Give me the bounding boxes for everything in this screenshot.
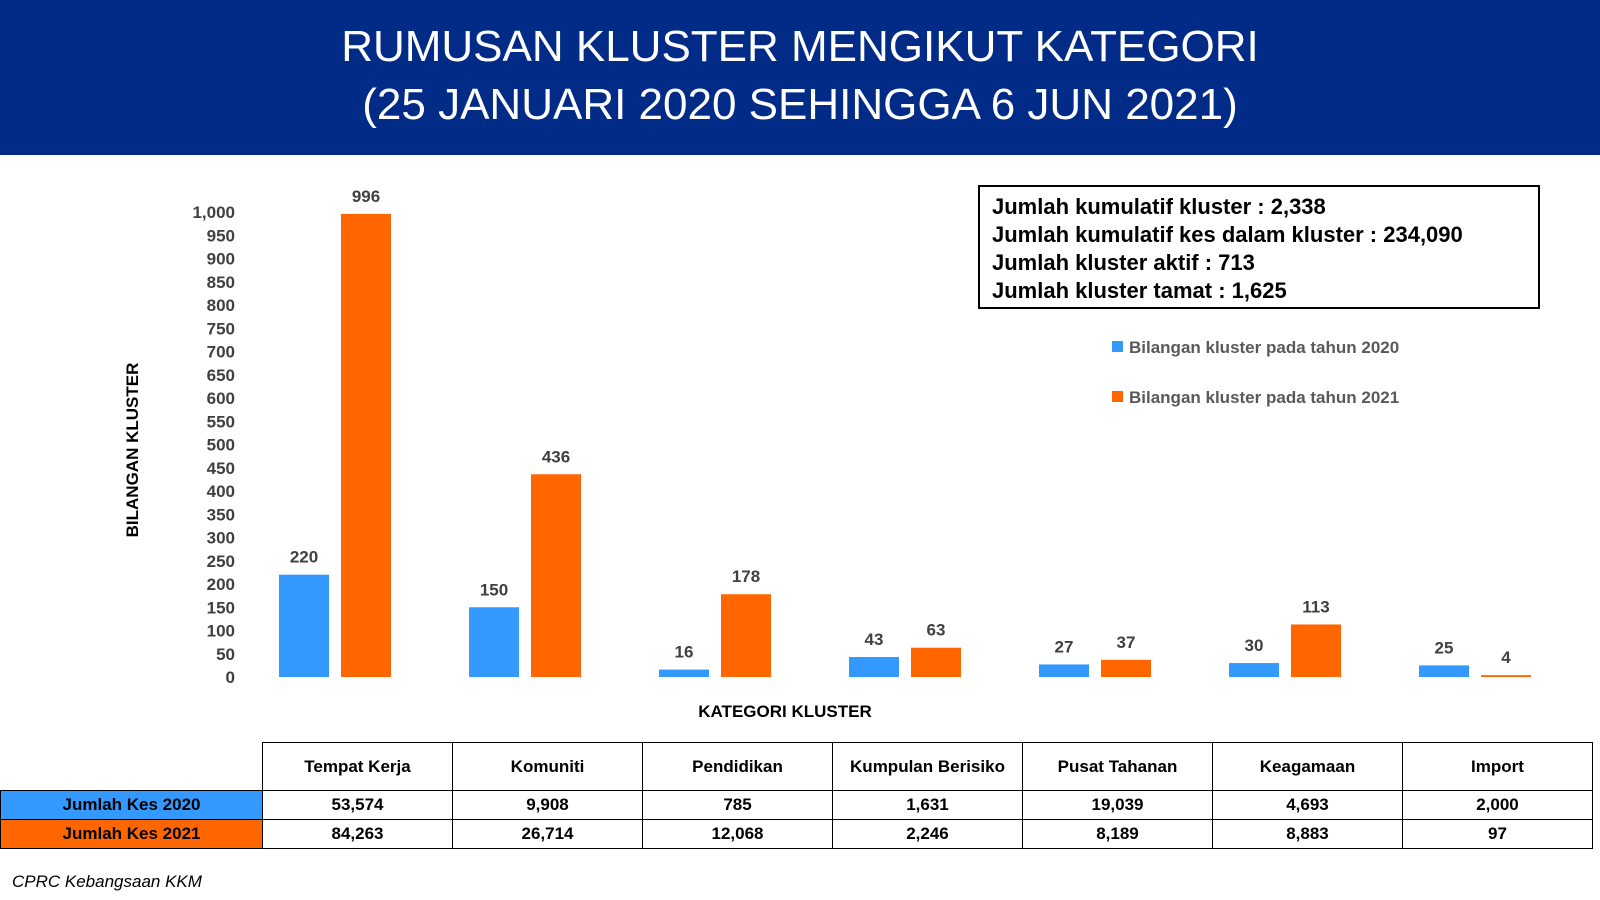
table-cell: 2,000: [1403, 791, 1593, 820]
table-cell: 53,574: [263, 791, 453, 820]
table-header-cell: Pendidikan: [643, 743, 833, 791]
data-label: 178: [731, 567, 761, 587]
table-cell: 4,693: [1213, 791, 1403, 820]
table-cell: 785: [643, 791, 833, 820]
data-label: 30: [1244, 636, 1264, 656]
y-tick-label: 400: [206, 482, 235, 501]
data-label: 43: [864, 630, 884, 650]
bar-2021: [1481, 675, 1531, 677]
table-header-cell: Keagamaan: [1213, 743, 1403, 791]
table-cell: 26,714: [453, 820, 643, 849]
table-row-2020: [1, 791, 1593, 820]
legend-item-2020: [1112, 338, 1399, 358]
table-header-cell: Tempat Kerja: [263, 743, 453, 791]
source-credit: CPRC Kebangsaan KKM: [12, 872, 202, 891]
y-tick-label: 250: [206, 551, 235, 571]
summary-active-clusters: Jumlah kluster aktif : 713: [992, 250, 1255, 275]
table-cell: 12,068: [643, 820, 833, 849]
data-label: 25: [1434, 638, 1454, 658]
y-tick-label: 600: [206, 389, 235, 408]
bar-2020: [659, 670, 709, 677]
y-tick-label: 100: [206, 621, 235, 641]
summary-ended-clusters: Jumlah kluster tamat : 1,625: [992, 278, 1287, 303]
data-label: 436: [541, 447, 571, 467]
table-cell: 8,189: [1023, 820, 1213, 849]
table-cell: 97: [1403, 820, 1593, 849]
y-tick-label: 750: [206, 319, 235, 339]
bar-2020: [1039, 664, 1089, 677]
legend-label-2021: Bilangan kluster pada tahun 2021: [1129, 388, 1400, 407]
data-label: 220: [289, 547, 319, 567]
data-label: 150: [479, 580, 509, 600]
legend-swatch-2020: [1112, 341, 1123, 352]
data-label: 16: [674, 642, 694, 662]
data-label: 63: [926, 620, 946, 640]
table-header-cell: Komuniti: [453, 743, 643, 791]
row-label-2020: Jumlah Kes 2020: [1, 791, 263, 820]
bar-2020: [849, 657, 899, 677]
y-tick-label: 200: [206, 575, 235, 594]
legend-swatch-2021: [1112, 391, 1123, 402]
table-cell: 19,039: [1023, 791, 1213, 820]
bar-2021: [1101, 660, 1151, 677]
title-banner: [0, 0, 1600, 155]
y-tick-label: 800: [206, 296, 235, 315]
table-cell: 8,883: [1213, 820, 1403, 849]
bar-2021: [1291, 624, 1341, 677]
cases-table: [0, 742, 1593, 849]
data-label: 37: [1116, 632, 1136, 652]
table-header-cell: Kumpulan Berisiko: [833, 743, 1023, 791]
summary-box: [978, 185, 1540, 309]
y-tick-label: 550: [206, 412, 235, 432]
row-label-2021: Jumlah Kes 2021: [1, 820, 263, 849]
bar-2021: [911, 648, 961, 677]
x-axis-title: KATEGORI KLUSTER: [698, 702, 872, 721]
page-title: RUMUSAN KLUSTER MENGIKUT KATEGORI: [341, 22, 1259, 71]
data-label: 113: [1302, 597, 1330, 617]
summary-total-cases: Jumlah kumulatif kes dalam kluster : 234,090: [992, 222, 1463, 247]
bar-2021: [341, 214, 391, 677]
legend-label-2020: Bilangan kluster pada tahun 2020: [1129, 338, 1400, 357]
table-cell: 1,631: [833, 791, 1023, 820]
table-cell: 2,246: [833, 820, 1023, 849]
y-tick-label: 0: [225, 668, 235, 687]
table-corner: [1, 743, 263, 791]
y-tick-label: 700: [206, 342, 235, 362]
y-tick-label: 350: [206, 505, 235, 525]
page-subtitle: (25 JANUARI 2020 SEHINGGA 6 JUN 2021): [362, 80, 1238, 129]
table-cell: 9,908: [453, 791, 643, 820]
table-header-cell: Import: [1403, 743, 1593, 791]
y-tick-label: 650: [206, 365, 235, 385]
bar-2020: [469, 607, 519, 677]
y-tick-label: 850: [206, 272, 235, 292]
y-tick-label: 50: [216, 644, 235, 664]
table-header-cell: Pusat Tahanan: [1023, 743, 1213, 791]
y-tick-label: 1,000: [192, 203, 235, 222]
y-tick-label: 900: [206, 249, 235, 269]
bar-2021: [531, 474, 581, 677]
y-tick-label: 500: [206, 435, 235, 455]
table-cell: 84,263: [263, 820, 453, 849]
table-row-2021: [1, 820, 1593, 849]
data-label: 4: [1501, 648, 1511, 668]
summary-total-clusters: Jumlah kumulatif kluster : 2,338: [992, 194, 1326, 219]
y-tick-label: 950: [206, 226, 235, 246]
bar-2020: [279, 575, 329, 677]
data-label: 27: [1054, 637, 1074, 657]
table-header-row: [1, 743, 1593, 791]
bar-2020: [1229, 663, 1279, 677]
y-axis-title: BILANGAN KLUSTER: [123, 362, 142, 538]
legend-item-2021: [1112, 388, 1399, 408]
y-tick-label: 150: [206, 598, 235, 618]
bar-2021: [721, 594, 771, 677]
y-tick-label: 300: [206, 528, 235, 548]
data-label: 996: [351, 186, 381, 206]
y-tick-label: 450: [206, 458, 235, 478]
bar-2020: [1419, 665, 1469, 677]
